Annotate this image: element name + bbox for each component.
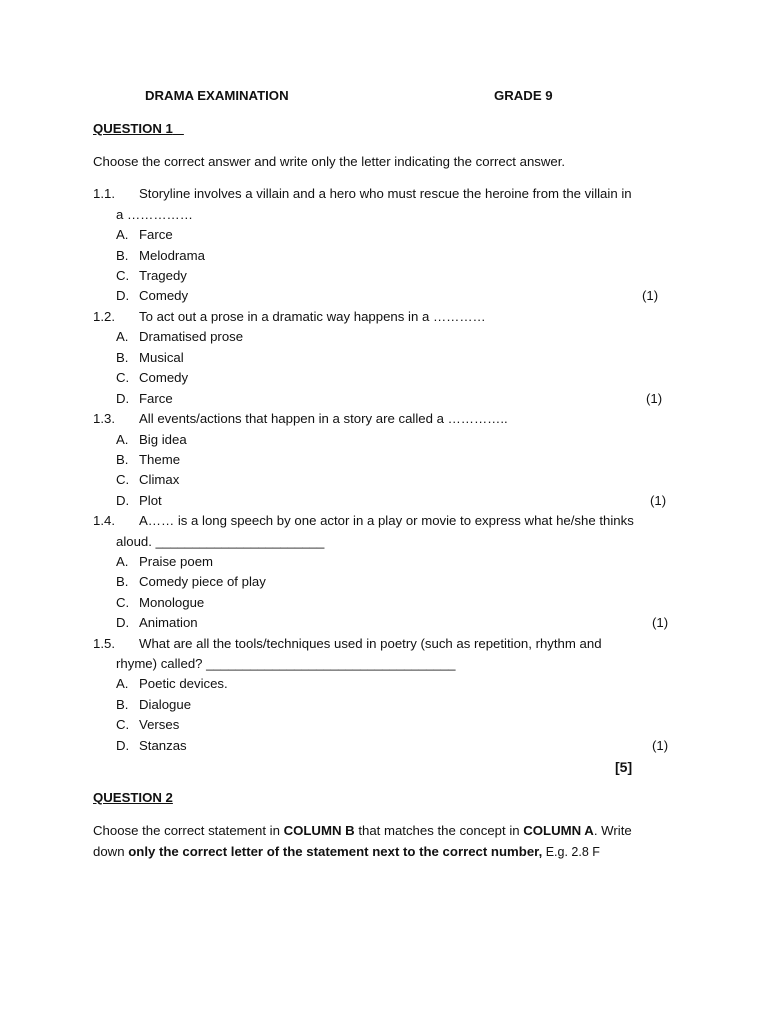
option-b: B. Comedy piece of play xyxy=(116,574,266,589)
option-c: C. Monologue xyxy=(116,595,205,610)
option-b: B. Musical xyxy=(116,350,184,365)
item-marks: (1) xyxy=(646,391,663,406)
item-marks: (1) xyxy=(652,615,669,630)
item-text: Storyline involves a villain and a hero who must rescue the heroine from the villain in xyxy=(139,186,632,201)
item-marks: (1) xyxy=(642,288,659,303)
item-number: 1.5. xyxy=(93,636,115,651)
option-c: C. Climax xyxy=(116,472,180,487)
option-c: C. Comedy xyxy=(116,370,189,385)
question-1-total: [5] xyxy=(615,759,633,775)
option-c: C. Tragedy xyxy=(116,268,187,283)
option-d: D. Stanzas xyxy=(116,738,187,753)
option-b: B. Theme xyxy=(116,452,181,467)
item-marks: (1) xyxy=(652,738,669,753)
question-2-heading: QUESTION 2 xyxy=(93,790,173,805)
question-1-heading: QUESTION 1 xyxy=(93,121,173,136)
option-c: C. Verses xyxy=(116,717,180,732)
item-text: To act out a prose in a dramatic way happens in a ………… xyxy=(139,309,486,324)
item-number: 1.1. xyxy=(93,186,115,201)
option-a: A. Farce xyxy=(116,227,173,242)
option-d: D. Plot xyxy=(116,493,162,508)
option-b: B. Melodrama xyxy=(116,248,205,263)
exam-title: DRAMA EXAMINATION xyxy=(145,88,289,103)
item-number: 1.4. xyxy=(93,513,115,528)
item-text-continued: rhyme) called? __________________________________ xyxy=(116,656,456,671)
option-a: A. Big idea xyxy=(116,432,187,447)
question-1-instruction: Choose the correct answer and write only the letter indicating the correct answer. xyxy=(93,154,566,169)
grade-label: GRADE 9 xyxy=(494,88,553,103)
item-text: All events/actions that happen in a story are called a ………….. xyxy=(139,411,508,426)
item-text-continued: a …………… xyxy=(116,207,193,222)
option-a: A. Praise poem xyxy=(116,554,214,569)
item-marks: (1) xyxy=(650,493,667,508)
option-d: D. Farce xyxy=(116,391,173,406)
item-text-continued: aloud. _______________________ xyxy=(116,534,325,549)
option-a: A. Dramatised prose xyxy=(116,329,244,344)
item-text: A…… is a long speech by one actor in a play or movie to express what he/she thinks xyxy=(139,513,634,528)
option-d: D. Animation xyxy=(116,615,198,630)
option-d: D. Comedy xyxy=(116,288,189,303)
item-number: 1.3. xyxy=(93,411,115,426)
question-2-instruction-line-1: Choose the correct statement in COLUMN B that matches the concept in COLUMN A. Write xyxy=(93,823,632,838)
option-b: B. Dialogue xyxy=(116,697,192,712)
item-number: 1.2. xyxy=(93,309,115,324)
option-a: A. Poetic devices. xyxy=(116,676,228,691)
item-text: What are all the tools/techniques used in poetry (such as repetition, rhythm and xyxy=(139,636,602,651)
question-2-instruction-line-2: down only the correct letter of the statement next to the correct number, E.g. 2.8 F xyxy=(93,844,600,859)
